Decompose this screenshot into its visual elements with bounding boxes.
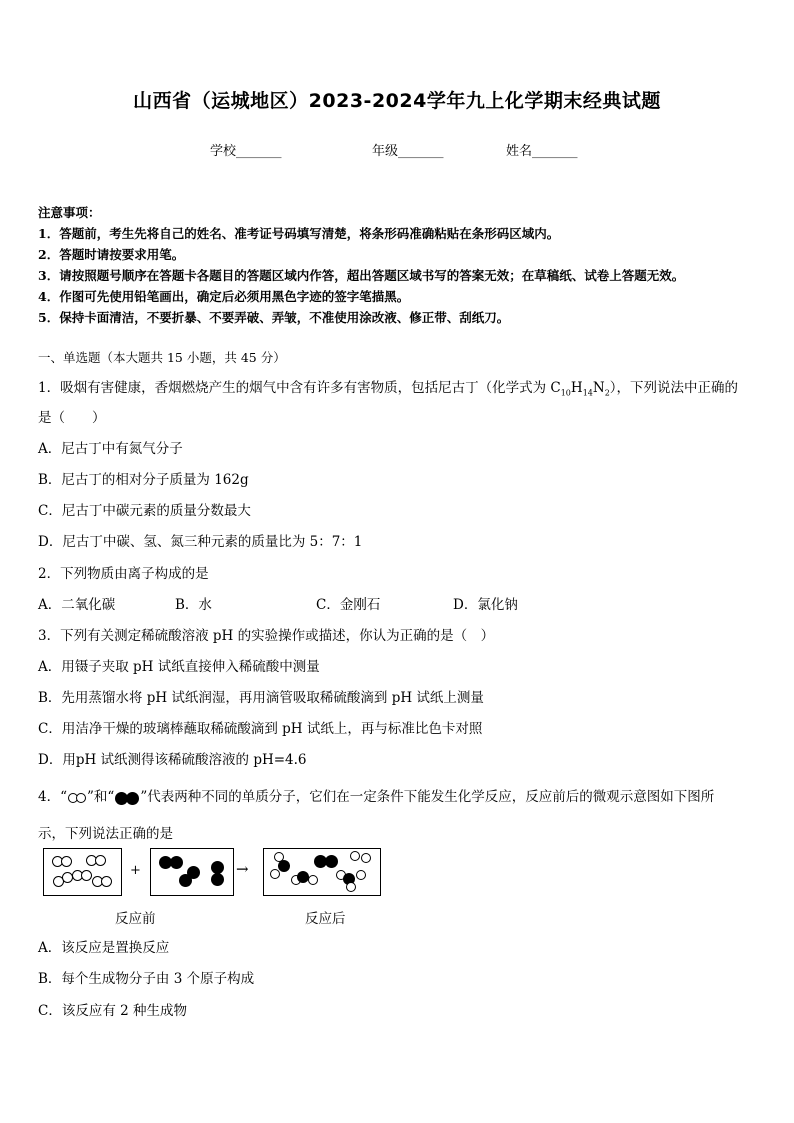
notes-heading: 注意事项： [38, 205, 101, 220]
question-4-option-a[interactable]: A．该反应是置换反应 [38, 940, 170, 956]
question-3-option-a[interactable]: A．用镊子夹取 pH 试纸直接伸入稀硫酸中测量 [38, 659, 320, 675]
note-item: 5．保持卡面清洁，不要折暴、不要弄破、弄皱，不准使用涂改液、修正带、刮纸刀。 [38, 310, 510, 325]
note-item: 1．答题前，考生先将自己的姓名、准考证号码填写清楚，将条形码准确粘贴在条形码区域内。 [38, 226, 560, 241]
question-2-option-d[interactable]: D．氯化钠 [453, 597, 518, 613]
question-1-option-c[interactable]: C．尼古丁中碳元素的质量分数最大 [38, 503, 251, 519]
question-1-stem-cont: 是（ ） [38, 410, 106, 426]
white-molecule-icon [67, 792, 87, 804]
caption-after: 反应后 [305, 911, 346, 927]
note-item: 4．作图可先使用铅笔画出，确定后必须用黑色字迹的签字笔描黑。 [38, 289, 410, 304]
question-3-option-c[interactable]: C．用洁净干燥的玻璃棒蘸取稀硫酸滴到 pH 试纸上，再与标准比色卡对照 [38, 721, 483, 737]
question-2-option-c[interactable]: C．金刚石 [316, 597, 381, 613]
question-1-option-a[interactable]: A．尼古丁中有氮气分子 [38, 441, 183, 457]
question-4-option-b[interactable]: B．每个生成物分子由 3 个原子构成 [38, 971, 255, 987]
reactant-box-black [150, 848, 234, 896]
question-3-stem: 3．下列有关测定稀硫酸溶液 pH 的实验操作或描述，你认为正确的是（ ） [38, 628, 495, 644]
question-1-option-d[interactable]: D．尼古丁中碳、氢、氮三种元素的质量比为 5：7：1 [38, 534, 363, 550]
question-2-stem: 2．下列物质由离子构成的是 [38, 566, 209, 582]
grade-field: 年级_______ [372, 144, 444, 159]
question-3-option-d[interactable]: D．用pH 试纸测得该稀硫酸溶液的 pH=4.6 [38, 752, 307, 768]
black-molecule-icon [114, 791, 140, 805]
question-2-option-a[interactable]: A．二氧化碳 [38, 597, 116, 613]
product-box [263, 848, 381, 896]
page-title: 山西省（运城地区）2023-2024学年九上化学期末经典试题 [133, 90, 661, 112]
reactant-box-white [43, 848, 122, 896]
question-4-stem: 4．“ ”和“ ”代表两种不同的单质分子，它们在一定条件下能发生化学反应，反应前后的微观示意图如下图所 [38, 789, 715, 805]
note-item: 2．答题时请按要求用笔。 [38, 247, 185, 262]
question-3-option-b[interactable]: B．先用蒸馏水将 pH 试纸润湿，再用滴管吸取稀硫酸滴到 pH 试纸上测量 [38, 690, 484, 706]
section-heading: 一、单选题（本大题共 15 小题，共 45 分） [38, 350, 286, 365]
name-field: 姓名_______ [506, 144, 578, 159]
question-4-stem-cont: 示，下列说法正确的是 [38, 826, 173, 842]
caption-before: 反应前 [115, 911, 156, 927]
note-item: 3．请按照题号顺序在答题卡各题目的答题区域内作答，超出答题区域书写的答案无效；在草稿纸、试卷上答题无效。 [38, 268, 685, 283]
plus-sign: + [130, 863, 141, 878]
arrow-icon: → [236, 860, 249, 878]
question-1-option-b[interactable]: B．尼古丁的相对分子质量为 162g [38, 472, 249, 488]
question-4-option-c[interactable]: C．该反应有 2 种生成物 [38, 1003, 188, 1019]
question-2-option-b[interactable]: B．水 [175, 597, 212, 613]
question-1-stem: 1．吸烟有害健康，香烟燃烧产生的烟气中含有许多有害物质，包括尼古丁（化学式为 $C_{10}H_{14}N_2$），下列说法中正确的 [38, 380, 739, 398]
school-field: 学校_______ [210, 144, 282, 159]
